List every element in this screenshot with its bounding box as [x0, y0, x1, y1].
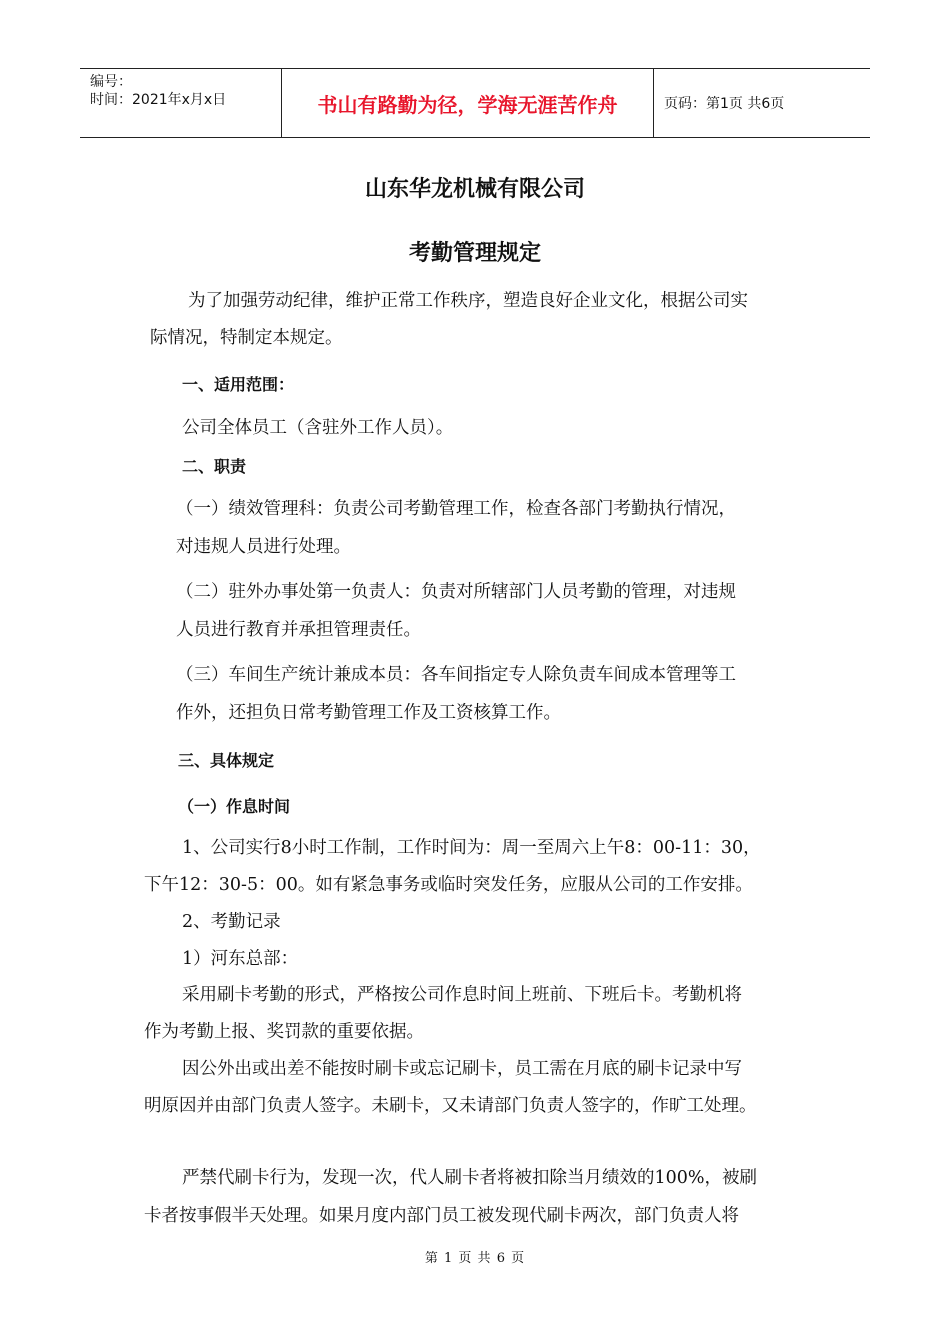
para-c-line-1: 严禁代刷卡行为，发现一次，代人刷卡者将被扣除当月绩效的100%，被刷	[182, 1168, 758, 1188]
para-b-line-1: 因公外出或出差不能按时刷卡或忘记刷卡，员工需在月底的刷卡记录中写	[182, 1059, 742, 1079]
intro-line-2: 际情况，特制定本规定。	[150, 328, 343, 348]
section2-heading: 二、职责	[182, 457, 247, 476]
section1-heading: 一、适用范围：	[182, 375, 295, 394]
document-title: 考勤管理规定	[408, 241, 541, 266]
time-label: 时间：2021年x月x日	[90, 92, 227, 108]
subsection-rest-time: （一）作息时间	[178, 797, 291, 816]
section3-heading: 三、具体规定	[178, 751, 275, 770]
para-c-line-2: 卡者按事假半天处理。如果月度内部门员工被发现代刷卡两次，部门负责人将	[144, 1206, 739, 1226]
rule1-line-1: 1、公司实行8小时工作制，工作时间为：周一至周六上午8：00-11：30，	[182, 838, 761, 858]
para-a-line-2: 作为考勤上报、奖罚款的重要依据。	[144, 1022, 424, 1042]
header-meta	[80, 69, 281, 137]
section1-text: 公司全体员工（含驻外工作人员）。	[182, 418, 454, 438]
header-page-info: 页码：第1页 共6页	[664, 96, 785, 112]
header-motto: 书山有路勤为径，学海无涯苦作舟	[281, 69, 654, 137]
duty3-line-1: （三）车间生产统计兼成本员：各车间指定专人除负责车间成本管理等工	[176, 665, 736, 685]
duty1-line-1: （一）绩效管理科：负责公司考勤管理工作，检查各部门考勤执行情况，	[176, 499, 736, 519]
page-header	[80, 68, 870, 138]
duty3-line-2: 作外，还担负日常考勤管理工作及工资核算工作。	[176, 703, 561, 723]
para-b-line-2: 明原因并由部门负责人签字。未刷卡，又未请部门负责人签字的，作旷工处理。	[144, 1096, 757, 1116]
rule1-line-2: 下午12：30-5：00。如有紧急事务或临时突发任务，应服从公司的工作安排。	[144, 875, 753, 895]
intro-line-1: 为了加强劳动纪律，维护正常工作秩序，塑造良好企业文化，根据公司实	[188, 291, 748, 311]
rule2-1: 1）河东总部：	[182, 949, 299, 969]
duty2-line-2: 人员进行教育并承担管理责任。	[176, 620, 421, 640]
duty2-line-1: （二）驻外办事处第一负责人：负责对所辖部门人员考勤的管理，对违规	[176, 582, 736, 602]
company-name: 山东华龙机械有限公司	[364, 177, 585, 202]
number-label: 编号：	[90, 74, 132, 90]
duty1-line-2: 对违规人员进行处理。	[176, 537, 351, 557]
rule2: 2、考勤记录	[182, 912, 281, 932]
page-footer: 第 1 页 共 6 页	[424, 1251, 526, 1266]
para-a-line-1: 采用刷卡考勤的形式，严格按公司作息时间上班前、下班后卡。考勤机将	[182, 985, 742, 1005]
